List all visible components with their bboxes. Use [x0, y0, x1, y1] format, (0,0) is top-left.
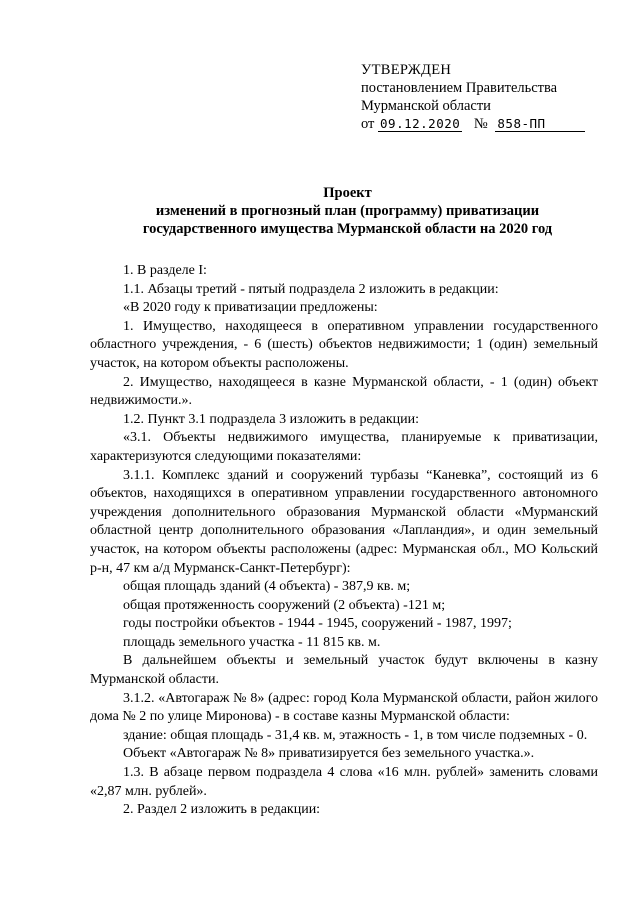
paragraph: площадь земельного участка - 11 815 кв. м.: [123, 634, 381, 650]
document-title-line-1: Проект: [323, 185, 372, 201]
paragraph: 1.3. В абзаце первом подраздела 4 слова «16 млн. рублей» заменить словами «2,87 млн. рублей».: [90, 765, 598, 799]
paragraph: общая площадь зданий (4 объекта) - 387,9 кв. м;: [123, 579, 411, 595]
paragraph: 1.2. Пункт 3.1 подраздела 3 изложить в редакции:: [123, 411, 420, 427]
paragraph: здание: общая площадь - 31,4 кв. м, этажность - 1, в том числе подземных - 0.: [123, 727, 588, 743]
paragraph: годы постройки объектов - 1944 - 1945, сооружений - 1987, 1997;: [123, 616, 512, 632]
paragraph: Объект «Автогараж № 8» приватизируется без земельного участка.».: [123, 746, 535, 762]
paragraph: общая протяженность сооружений (2 объекта) -121 м;: [123, 597, 446, 613]
approval-number: 858-ПП: [495, 117, 585, 132]
paragraph: 2. Раздел 2 изложить в редакции:: [123, 802, 321, 818]
paragraph: 2. Имущество, находящееся в казне Мурманской области, - 1 (один) объект недвижимости.».: [90, 374, 598, 409]
approval-from-label: от: [361, 116, 375, 132]
approval-date: 09.12.2020: [380, 116, 461, 131]
document-title-line-3: государственного имущества Мурманской области на 2020 год: [142, 221, 553, 237]
paragraph: 3.1.2. «Автогараж № 8» (адрес: город Кола Мурманской области, район жилого дома № 2 по улице Миронова) - в составе казны Мурманской области:: [90, 690, 598, 725]
paragraph: 1. Имущество, находящееся в оперативном управлении государственного областного учреждения, - 6 (шесть) объектов недвижимости; 1 (один) земельный участок, на котором объекты расположены.: [90, 318, 598, 371]
approval-line-2: Мурманской области: [361, 98, 491, 114]
paragraph: «3.1. Объекты недвижимого имущества, планируемые к приватизации, характеризуются следующими показателями:: [90, 430, 598, 464]
approval-number-label: №: [473, 116, 488, 132]
paragraph: «В 2020 году к приватизации предложены:: [123, 300, 378, 316]
paragraph: В дальнейшем объекты и земельный участок будут включены в казну Мурманской области.: [90, 653, 598, 688]
paragraph: 3.1.1. Комплекс зданий и сооружений турбазы “Каневка”, состоящий из 6 объектов, находящихся в оперативном управлении государственного автономного учреждения дополнительного образования Мурманской области «Мурманский областной центр дополнительного образования «Лапландия», и один земельный участок, на котором объекты расположены (адрес: Мурманская обл., МО Кольский р-н, 47 км а/д Мурманск-Санкт-Петербург):: [90, 467, 598, 576]
approval-date-row: [361, 115, 585, 133]
approval-stamp: [361, 61, 585, 133]
paragraph: 1.1. Абзацы третий - пятый подраздела 2 изложить в редакции:: [123, 281, 499, 297]
approval-heading: УТВЕРЖДЕН: [361, 62, 452, 78]
paragraph: 1. В разделе I:: [123, 263, 207, 278]
document-body: [90, 262, 598, 820]
document-title-line-2: изменений в прогнозный план (программу) приватизации: [155, 203, 540, 219]
approval-line-1: постановлением Правительства: [361, 80, 558, 96]
